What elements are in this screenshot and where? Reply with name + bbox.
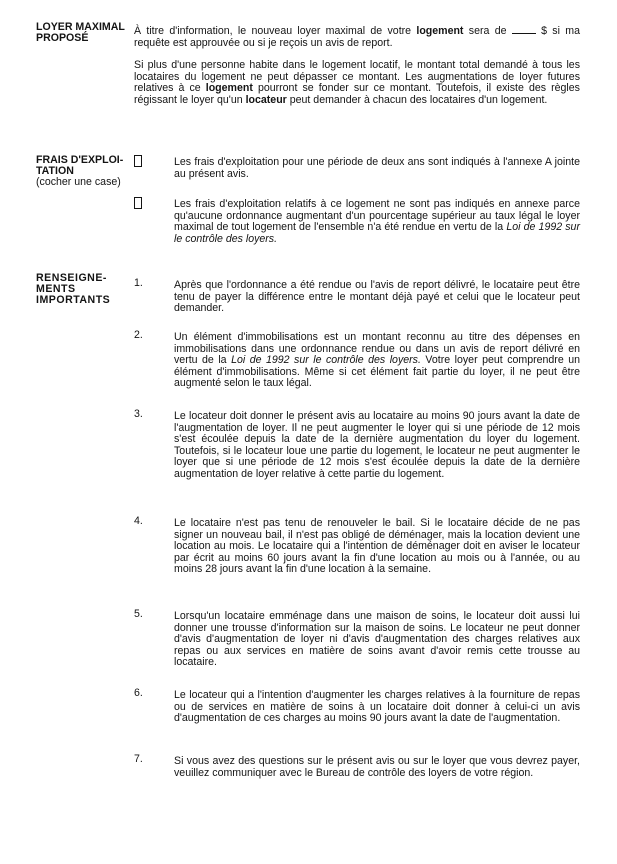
section-label-renseignements-text: RENSEIGNE-MENTS IMPORTANTS: [36, 272, 111, 306]
loyer-p2-text-c: peut demander à chacun des locataires d'un logement.: [289, 93, 548, 106]
loyer-p1-bold: logement: [416, 25, 464, 37]
item-number-5: 5.: [134, 608, 143, 620]
item-number-3: 3.: [134, 408, 143, 420]
loyer-section: [134, 24, 580, 107]
amount-blank-field[interactable]: [512, 24, 536, 34]
section-label-loyer: [36, 22, 128, 44]
info-item-7-text: Si vous avez des questions sur le présent avis ou sur le loyer que vous devrez payer, veuillez communiquer avec le Bureau de contrôle des loyers de votre région.: [174, 755, 580, 779]
loyer-p2-bold: logement: [205, 82, 253, 95]
loyer-p2-text-b: pourront se fonder sur ce montant. Toutefois, il existe des règles régissant le loyer qu'un: [134, 82, 580, 106]
info-item-7: [174, 756, 580, 779]
loyer-p2-text-a: Si plus d'une personne habite dans le logement locatif, le montant total demandé à tous les locataires du logement ne peut dépasser ce montant. Les augmentations de loyer futures relatives à ce: [134, 59, 580, 95]
item-number-4: 4.: [134, 515, 143, 527]
item-number-6: 6.: [134, 687, 143, 699]
loyer-paragraph-1: [134, 24, 580, 49]
loyer-p2-bold-2: locateur: [245, 93, 287, 106]
frais-option-2-law: Loi de 1992 sur le contrôle des loyers.: [174, 221, 580, 245]
section-label-frais-text: FRAIS D'EXPLOI-TATION: [36, 154, 124, 177]
checkbox-option-1[interactable]: [134, 155, 142, 167]
info-item-3: [174, 411, 580, 481]
info-item-1: [174, 280, 580, 315]
info-item-4-text: Le locataire n'est pas tenu de renouveler le bail. Si le locataire décide de ne pas signer un nouveau bail, il n'est pas obligé de déménager, mais la location devient une location au mois. Le locataire qui a l'intention de déménager doit en aviser le locateur par écrit au moins 60 jours avant la fin d'une location au mois ou à l'année, ou au moins 28 jours avant la fin d'une location à la semaine.: [174, 517, 580, 576]
section-label-frais-note: (cocher une case): [36, 176, 121, 188]
item-number-7: 7.: [134, 753, 143, 765]
frais-option-1: [174, 157, 580, 180]
info-item-3-text: Le locateur doit donner le présent avis au locataire au moins 90 jours avant la date de l'augmentation de loyer. Il ne peut augmenter le loyer qui si une période de 12 mois s'est écoulée depuis la date de la dernière augmentation du loyer du logement. Toutefois, si le locateur loue une partie du logement, le locateur ne peut augmenter le loyer que si une période de 12 mois s'est écoulée depuis la date de la dernière augmentation de loyer relative à cette partie du logement.: [174, 410, 580, 480]
info-item-5: [174, 611, 580, 669]
info-item-2-text: [174, 332, 580, 390]
info-item-2-law: Loi de 1992 sur le contrôle des loyers.: [231, 354, 421, 367]
frais-option-1-text: Les frais d'exploitation pour une période de deux ans sont indiqués à l'annexe A jointe au présent avis.: [174, 156, 580, 180]
section-label-renseignements: [36, 273, 128, 306]
info-item-2-text-b: Votre loyer peut comprendre un élément d'immobilisations. Même si cet élément fait partie du loyer, il ne peut être augmenté selon le taux légal.: [174, 354, 580, 390]
info-item-6-text: Le locateur qui a l'intention d'augmenter les charges relatives à la fourniture de repas ou de services en matière de soins à un locataire doit donner à celui-ci un avis d'augmentation de ces charges au moins 90 jours avant la date de l'augmentation.: [174, 689, 580, 725]
info-item-5-text: Lorsqu'un locataire emménage dans une maison de soins, le locateur doit aussi lui donner une trousse d'information sur la maison de soins. Le locateur ne peut donner d'avis d'augmentation de loyer ni d'avis d'augmentation des charges relatives aux repas ou aux services en matière de soins avant d'avoir remis cette trousse au locataire.: [174, 610, 580, 669]
item-number-2: 2.: [134, 329, 143, 341]
section-label-loyer-text: LOYER MAXIMAL PROPOSÉ: [36, 21, 125, 44]
checkbox-option-2[interactable]: [134, 197, 142, 209]
loyer-p1-text-c: $ si ma requête est approuvée ou si je reçois un avis de report.: [134, 25, 580, 49]
section-label-frais: [36, 155, 128, 188]
item-number-1: 1.: [134, 277, 143, 289]
info-item-2-text-a: Un élément d'immobilisations est un montant reconnu au titre des dépenses en immobilisations dans une ordonnance rendue ou dans un avis de report délivré en vertu de la: [174, 331, 580, 367]
frais-option-2-text: [174, 199, 580, 245]
info-item-1-text: Après que l'ordonnance a été rendue ou l'avis de report délivré, le locataire peut être tenu de payer la différence entre le montant déjà payé et celui que le locateur peut demander.: [174, 279, 580, 315]
frais-option-2-text-a: Les frais d'exploitation relatifs à ce logement ne sont pas indiqués en annexe parce qu'aucune ordonnance augmentant d'un pourcentage supérieur au taux légal le loyer maximal de tout logement de l'ensemble n'a été rendue en vertu de la: [174, 198, 580, 234]
loyer-p1-text-a: À titre d'information, le nouveau loyer maximal de votre: [134, 25, 412, 37]
info-item-6: [174, 690, 580, 725]
info-item-4: [174, 518, 580, 576]
loyer-paragraph-2: [134, 60, 580, 106]
frais-option-2: [174, 199, 580, 245]
info-item-2: [174, 332, 580, 390]
loyer-p1-text-b: sera de: [468, 25, 507, 37]
